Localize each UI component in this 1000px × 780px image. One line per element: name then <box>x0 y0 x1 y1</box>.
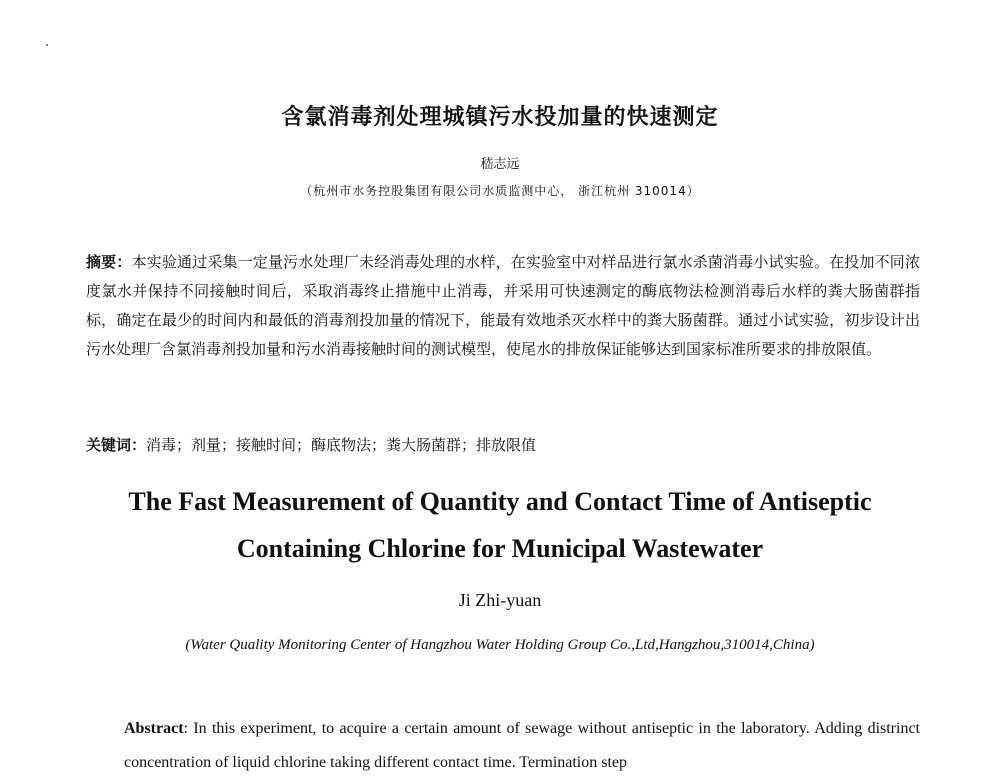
english-abstract-text: : In this experiment, to acquire a certain amount of sewage without antiseptic in the laboratory. Adding distrinct concentration of liquid chlorine taking different contact time. Termination step <box>124 720 920 771</box>
english-abstract-label: Abstract <box>124 720 184 737</box>
chinese-affiliation: （杭州市水务控股集团有限公司水质监测中心， 浙江杭州 310014） <box>300 184 700 198</box>
chinese-keywords-text: 消毒；剂量；接触时间；酶底物法；粪大肠菌群；排放限值 <box>146 436 537 454</box>
english-title <box>0 478 1000 572</box>
chinese-abstract <box>86 248 920 364</box>
english-title-line-1: The Fast Measurement of Quantity and Contact Time of Antiseptic <box>128 487 872 516</box>
scan-speck <box>46 44 48 46</box>
english-title-line-2: Containing Chlorine for Municipal Wastewater <box>236 534 764 563</box>
chinese-author: 嵇志远 <box>480 157 520 172</box>
chinese-title: 含氯消毒剂处理城镇污水投加量的快速测定 <box>281 105 719 130</box>
english-abstract <box>124 712 920 780</box>
english-author: Ji Zhi-yuan <box>458 590 542 610</box>
chinese-abstract-label: 摘要： <box>86 253 132 271</box>
chinese-keywords-label: 关键词： <box>86 436 147 454</box>
chinese-keywords <box>86 432 920 458</box>
english-affiliation: (Water Quality Monitoring Center of Hangzhou Water Holding Group Co.,Ltd,Hangzhou,310014,China) <box>185 637 815 653</box>
chinese-abstract-text: 本实验通过采集一定量污水处理厂未经消毒处理的水样，在实验室中对样品进行氯水杀菌消毒小试实验。在投加不同浓度氯水并保持不同接触时间后，采取消毒终止措施中止消毒，并采用可快速测定的酶底物法检测消毒后水样的粪大肠菌群指标，确定在最少的时间内和最低的消毒剂投加量的情况下，能最有效地杀灭水样中的粪大肠菌群。通过小试实验，初步设计出污水处理厂含氯消毒剂投加量和污水消毒接触时间的测试模型，使尾水的排放保证能够达到国家标准所要求的排放限值。 <box>86 253 920 358</box>
